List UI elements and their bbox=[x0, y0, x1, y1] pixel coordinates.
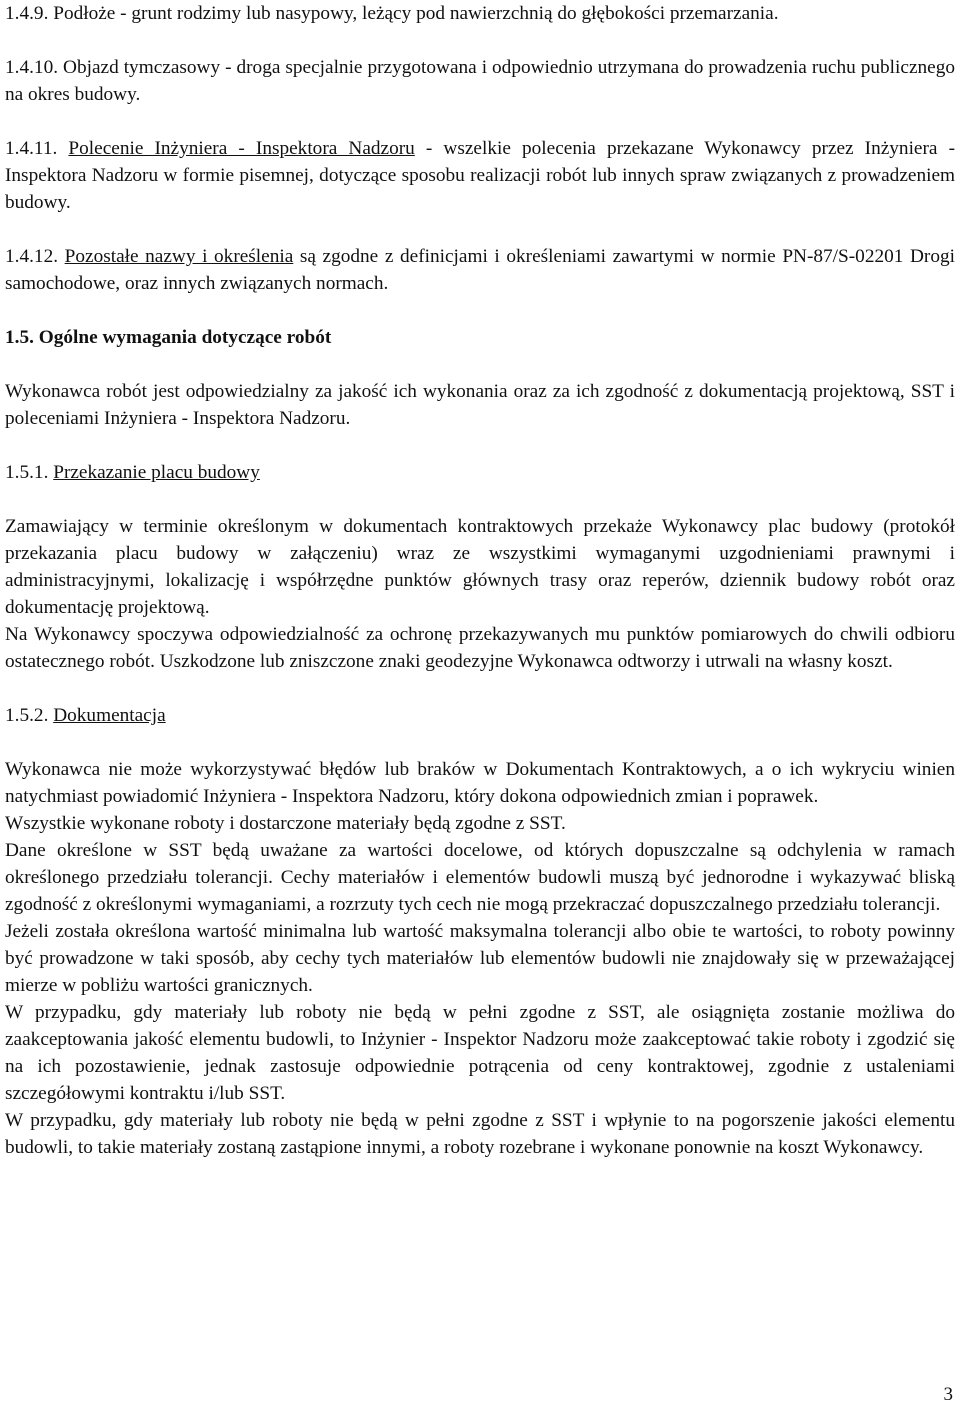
section-number: 1.4.11. bbox=[5, 138, 58, 159]
section-number: 1.5.1. bbox=[5, 462, 49, 483]
section-number: 1.5.2. bbox=[5, 705, 49, 726]
section-1-4-10 bbox=[5, 54, 955, 108]
paragraph: Zamawiający w terminie określonym w dokumentach kontraktowych przekaże Wykonawcy plac budowy (protokół przekazania placu budowy w załączeniu) wraz ze wszystkimi wymaganymi uzgodnieniami prawnymi i administracyjnymi, lokalizację i współrzędne punktów głównych trasy oraz reperów, dziennik budowy robót oraz dokumentację projektową. bbox=[5, 516, 955, 618]
section-term: Pozostałe nazwy i określenia bbox=[64, 246, 294, 267]
section-text: są zgodne z definicjami i określeniami zawartymi w normie PN-87/S-02201 Drogi samochodowe, oraz innych związanych normach. bbox=[5, 246, 955, 294]
section-heading-1-5-2 bbox=[5, 702, 955, 729]
section-title: Dokumentacja bbox=[53, 705, 166, 726]
paragraph: Na Wykonawcy spoczywa odpowiedzialność za ochronę przekazywanych mu punktów pomiarowych do chwili odbioru ostatecznego robót. Uszkodzone lub zniszczone znaki geodezyjne Wykonawca odtworzy i utrwali na własny koszt. bbox=[5, 624, 955, 672]
section-text: Objazd tymczasowy - droga specjalnie przygotowana i odpowiednio utrzymana do prowadzenia ruchu publicznego na okres budowy. bbox=[5, 57, 955, 105]
section-heading-1-5: 1.5. Ogólne wymagania dotyczące robót bbox=[5, 327, 332, 348]
section-1-4-11 bbox=[5, 135, 955, 216]
section-heading-1-5-1 bbox=[5, 459, 955, 486]
paragraph: Wykonawca nie może wykorzystywać błędów lub braków w Dokumentach Kontraktowych, a o ich wykryciu winien natychmiast powiadomić Inżyniera - Inspektora Nadzoru, który dokona odpowiednich zmian i poprawek. bbox=[5, 759, 955, 807]
section-number: 1.4.10. bbox=[5, 57, 59, 78]
section-term: Polecenie Inżyniera - Inspektora Nadzoru bbox=[68, 138, 415, 159]
paragraph: Jeżeli została określona wartość minimalna lub wartość maksymalna tolerancji albo obie te wartości, to roboty powinny być prowadzone w taki sposób, aby cechy tych materiałów lub elementów budowli nie znajdowały się w przeważającej mierze w pobliżu wartości granicznych. bbox=[5, 921, 955, 996]
section-text: - wszelkie polecenia przekazane Wykonawcy przez Inżyniera - Inspektora Nadzoru w formie pisemnej, dotyczące sposobu realizacji robót lub innych spraw związanych z prowadzeniem budowy. bbox=[5, 138, 955, 213]
section-1-4-12 bbox=[5, 243, 955, 297]
paragraph: Wszystkie wykonane roboty i dostarczone materiały będą zgodne z SST. bbox=[5, 813, 566, 834]
page-number: 3 bbox=[943, 1384, 953, 1405]
section-number: 1.4.9. bbox=[5, 3, 49, 24]
paragraph: W przypadku, gdy materiały lub roboty nie będą w pełni zgodne z SST i wpłynie to na pogorszenie jakości elementu budowli, to takie materiały zostaną zastąpione innymi, a roboty rozebrane i wykonane ponownie na koszt Wykonawcy. bbox=[5, 1110, 955, 1158]
section-number: 1.4.12. bbox=[5, 246, 59, 267]
section-title: Przekazanie placu budowy bbox=[53, 462, 260, 483]
document-body bbox=[5, 0, 955, 1161]
paragraph: Dane określone w SST będą uważane za wartości docelowe, od których dopuszczalne są odchylenia w ramach określonego przedziału tolerancji. Cechy materiałów i elementów budowli muszą być jednorodne i wykazywać bliską zgodność z określonymi wymaganiami, a rozrzuty tych cech nie mogą przekraczać dopuszczalnego przedziału tolerancji. bbox=[5, 840, 955, 915]
section-text: Podłoże - grunt rodzimy lub nasypowy, leżący pod nawierzchnią do głębokości przemarzania. bbox=[53, 3, 779, 24]
section-1-5-text: Wykonawca robót jest odpowiedzialny za jakość ich wykonania oraz za ich zgodność z dokumentacją projektową, SST i poleceniami Inżyniera - Inspektora Nadzoru. bbox=[5, 381, 955, 429]
paragraph: W przypadku, gdy materiały lub roboty nie będą w pełni zgodne z SST, ale osiągnięta zostanie możliwa do zaakceptowania jakość elementu budowli, to Inżynier - Inspektor Nadzoru może zaakceptować takie roboty i zgodzić się na ich pozostawienie, jednak zastosuje odpowiednie potrącenia od ceny kontraktowej, zgodnie z ustaleniami szczegółowymi kontraktu i/lub SST. bbox=[5, 1002, 955, 1104]
section-1-4-9 bbox=[5, 0, 955, 27]
